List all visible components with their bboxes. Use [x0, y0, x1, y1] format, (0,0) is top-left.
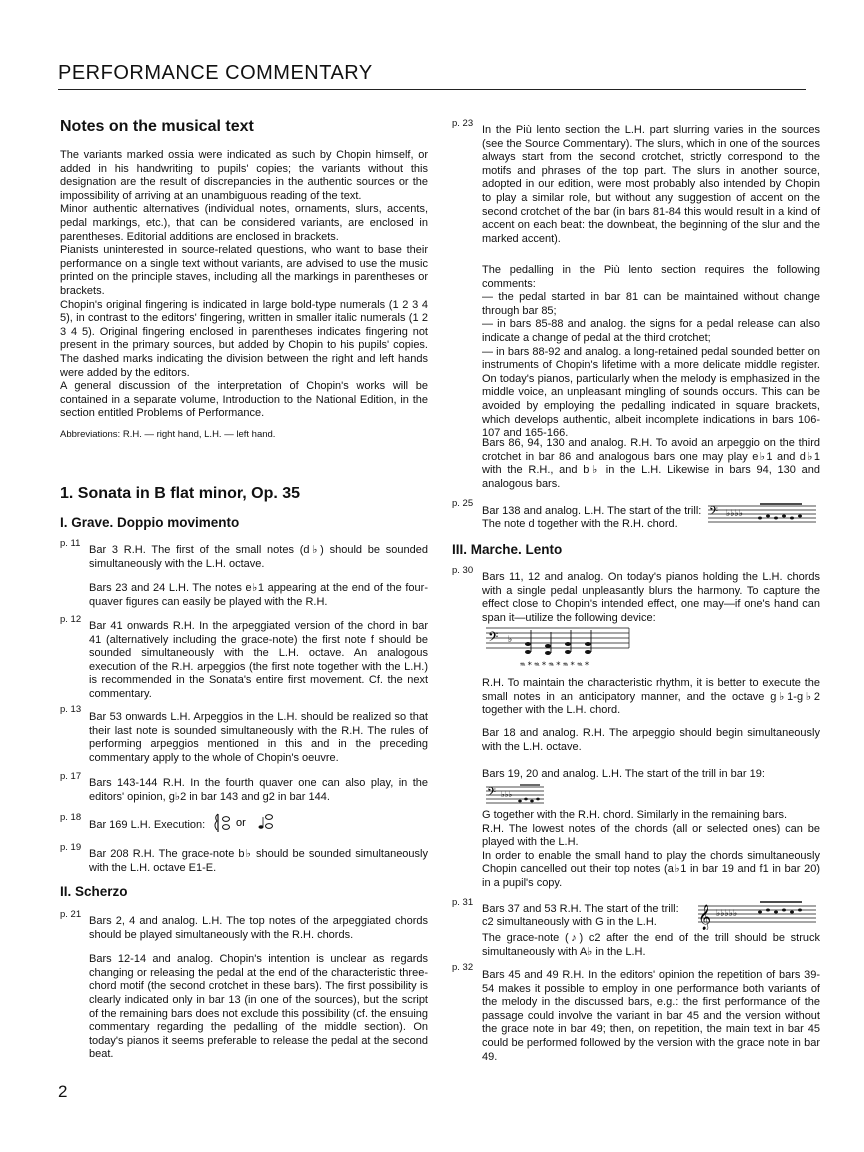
commentary-text: Bar 41 onwards R.H. In the arpeggiated version of the chord in bar 41 (alternatively including the grace-note) the first note f should be sounded simultaneously with the L.H. octave. An analogous execution of the R.H. arpeggios (the first note together with the L.H.) is recommended in the Sonata's entire first movement. Cf. the next commentary.: [89, 620, 428, 700]
commentary-text: Bar 53 onwards L.H. Arpeggios in the L.H. should be realized so that their last note is sounded simultaneously with the R.H. The rules of performing arpeggios mentioned in this and in the preceding commentary apply to the whole of Chopin's oeuvre.: [89, 711, 428, 764]
commentary-text: Bars 143-144 R.H. In the fourth quaver one can also play, in the editors' opinion, g♭2 in bar 143 and g2 in bar 144.: [89, 777, 428, 803]
or-text: or: [236, 817, 246, 829]
page-ref: p. 12: [60, 614, 82, 625]
svg-text:♭♭♭♭: ♭♭♭♭: [726, 509, 743, 519]
page-ref: p. 25: [452, 498, 474, 509]
notes-paragraph: A general discussion of the interpretation of Chopin's works will be contained in a separate volume, Introduction to the National Edition, in the section entitled Problems of Performance.: [60, 380, 428, 420]
commentary-text: Bars 86, 94, 130 and analog. R.H. To avoid an arpeggio on the third crotchet in bar 86 and analogous bars one may play e♭1 and d♭1 with the R.H., and b♭ in the L.H. Likewise in bars 94, 130 and analogous bars.: [482, 437, 820, 490]
page-ref: p. 17: [60, 771, 82, 782]
notes-paragraph: Minor authentic alternatives (individual notes, ornaments, slurs, accents, pedal markings, etc.), that can be considered variants, are enclosed in parentheses. Editorial additions are enclosed in brackets.: [60, 203, 428, 243]
commentary-text: In order to enable the small hand to play the chords simultaneously Chopin cancelled out their top notes (a♭1 in bar 19 and f1 in bar 20) in a pupil's copy.: [482, 849, 820, 889]
page-ref: p. 18: [60, 812, 82, 823]
abbreviations: Abbreviations: R.H. — right hand, L.H. — left hand.: [60, 429, 276, 440]
notes-paragraph: Chopin's original fingering is indicated in large bold-type numerals (1 2 3 4 5), in contrast to the editors' fingering, written in smaller italic numerals (1 2 3 4 5). Original fingering enclosed in parentheses indicates fingering not present in the primary sources, but added by Chopin to his pupils' copies. The dashed marks indicating the division between the right and left hands were added by the editors.: [60, 298, 428, 379]
sonata-heading: 1. Sonata in B flat minor, Op. 35: [60, 485, 301, 502]
commentary-text: Bars 2, 4 and analog. L.H. The top notes of the arpeggiated chords should be played simultaneously with the R.H. chords.: [89, 915, 428, 941]
commentary-block: [482, 809, 820, 891]
commentary-text: — in bars 88-92 and analog. a long-retained pedal sounded better on instruments of Chopin's lifetime with a more delicate middle register. On today's pianos, particularly when the melody is emphasized in the middle voice, an unpleasant mingling of sounds occurs. This can be avoided by employing the pedalling indicated in square brackets, which develops authentic, albeit incomplete indications in bars 106-107 and 165-166.: [482, 345, 820, 440]
page-ref: p. 23: [452, 118, 474, 129]
commentary-text: Bars 19, 20 and analog. L.H. The start of the trill in bar 19:: [482, 768, 765, 780]
page-ref: p. 21: [60, 909, 82, 920]
page-number: 2: [58, 1082, 68, 1101]
svg-text:𝄢: 𝄢: [487, 786, 497, 802]
commentary-text: R.H. The lowest notes of the chords (all or selected ones) can be played with the L.H.: [482, 822, 820, 849]
svg-text:♭♭♭: ♭♭♭: [501, 790, 513, 799]
commentary-text: In the Più lento section the L.H. part slurring varies in the sources (see the Source Commentary). The slurs, which in one of the sources always start from the second crotchet, strictly correspond to the motifs and phrases of the top part. The slurs in another source, adopted in our edition, were most probably also intended by Chopin to play a similar role, but without any suggestion of accent on the second crotchet of the bar (in bars 81-84 this would result in a kind of accent on each beat: the downbeat, the beginning of the slur and the marked accent).: [482, 124, 820, 245]
commentary-text: Bar 169 L.H. Execution:: [89, 819, 206, 831]
execution-notation: [212, 810, 312, 834]
svg-text:𝄢: 𝄢: [709, 505, 719, 521]
chord-device-notation: [484, 622, 634, 674]
commentary-text: Bar 18 and analog. R.H. The arpeggio should begin simultaneously with the L.H. octave.: [482, 727, 820, 753]
title-rule: [58, 89, 806, 90]
grave-heading: I. Grave. Doppio movimento: [60, 515, 240, 530]
svg-text:𝆮 * 𝆮 * 𝆮 * 𝆮 * 𝆮 *: 𝆮 * 𝆮 * 𝆮 * 𝆮 * 𝆮 *: [520, 661, 589, 670]
svg-text:𝄞: 𝄞: [698, 905, 712, 930]
trill-notation: [484, 782, 550, 808]
svg-text:𝄢: 𝄢: [488, 629, 499, 648]
notes-heading: Notes on the musical text: [60, 118, 254, 135]
pedalling-block: [482, 264, 820, 441]
svg-text:♭♭♭♭♭: ♭♭♭♭♭: [716, 909, 738, 919]
commentary-text: — the pedal started in bar 81 can be maintained without change through bar 85;: [482, 291, 820, 317]
commentary-text: Bars 45 and 49 R.H. In the editors' opinion the repetition of bars 39-54 makes it possible to employ in one performance both variants of the melody in the discussed bars, e.g.: the first performance of the passage could involve the variant in bar 45 and the version without the grace note in bar 49; then, on repetition, the main text in bar 45 could be performed followed by the version with the grace note in bar 49.: [482, 969, 820, 1063]
notes-paragraph: The variants marked ossia were indicated as such by Chopin himself, or added in his handwriting to pupils' copies; the variants without this designation are the result of discrepancies in the authentic sources or the impossibility of arriving at an unambiguous reading of the text.: [60, 149, 428, 202]
scherzo-heading: II. Scherzo: [60, 884, 128, 899]
page-ref: p. 19: [60, 842, 82, 853]
page-ref: p. 13: [60, 704, 82, 715]
svg-text:♭: ♭: [508, 635, 513, 645]
page-ref: p. 31: [452, 897, 474, 908]
commentary-text: Bars 23 and 24 L.H. The notes e♭1 appearing at the end of the four-quaver figures can easily be played with the R.H.: [89, 582, 428, 608]
marche-heading: III. Marche. Lento: [452, 542, 563, 557]
commentary-text: — in bars 85-88 and analog. the signs for a pedal release can also indicate a change of pedal at the third crotchet;: [482, 318, 820, 344]
notes-paragraph: Pianists uninterested in source-related questions, who want to base their performance on a single text without variants, are advised to use the music printed on the principle staves, including all the markings in parentheses or brackets.: [60, 244, 428, 297]
notes-section: [60, 149, 428, 421]
page-ref: p. 11: [60, 538, 81, 549]
commentary-text: Bar 3 R.H. The first of the small notes (d♭) should be sounded simultaneously with the L.H. octave.: [89, 544, 428, 570]
commentary-text: Bars 11, 12 and analog. On today's pianos holding the L.H. chords with a single pedal unpleasantly blurs the harmony. To capture the effect close to Chopin's intended effect, one may—if one's hand can span it—utilize the following device:: [482, 571, 820, 624]
trill-notation: [706, 500, 818, 528]
commentary-text: Bar 208 R.H. The grace-note b♭ should be sounded simultaneously with the L.H. octave E1-E.: [89, 848, 428, 874]
commentary-text: The note d together with the R.H. chord.: [482, 518, 678, 530]
page-ref: p. 32: [452, 962, 474, 973]
commentary-text: Bars 37 and 53 R.H. The start of the trill:: [482, 903, 679, 915]
commentary-text: The pedalling in the Più lento section requires the following comments:: [482, 264, 820, 290]
commentary-text: Bar 138 and analog. L.H. The start of the trill:: [482, 505, 702, 517]
page-ref: p. 30: [452, 565, 474, 576]
commentary-block: [89, 544, 428, 609]
commentary-text: c2 simultaneously with G in the L.H.: [482, 916, 657, 928]
commentary-text: Bars 12-14 and analog. Chopin's intention is unclear as regards changing or releasing the pedal at the end of the characteristic three-chord motif (the second crotchet in these bars). The first possibility is clearly indicated only in bar 13 (in one of the sources), but the script of the remaining bars does not exclude this possibility (cf. the ensuing commentary regarding the pedalling of the middle section). On today's pianos it seems preferable to release the pedal at the second beat.: [89, 953, 428, 1061]
commentary-text: G together with the R.H. chord. Similarly in the remaining bars.: [482, 809, 788, 821]
commentary-text: The grace-note (♪) c2 after the end of the trill should be struck simultaneously with A♭ in the L.H.: [482, 932, 820, 958]
trill-notation: [696, 898, 820, 930]
commentary-text: R.H. To maintain the characteristic rhythm, it is better to execute the small notes in an anticipatory manner, and the octave g♭1-g♭2 together with the L.H. chord.: [482, 677, 820, 717]
page-title: PERFORMANCE COMMENTARY: [58, 62, 373, 84]
commentary-block: [89, 915, 428, 1062]
